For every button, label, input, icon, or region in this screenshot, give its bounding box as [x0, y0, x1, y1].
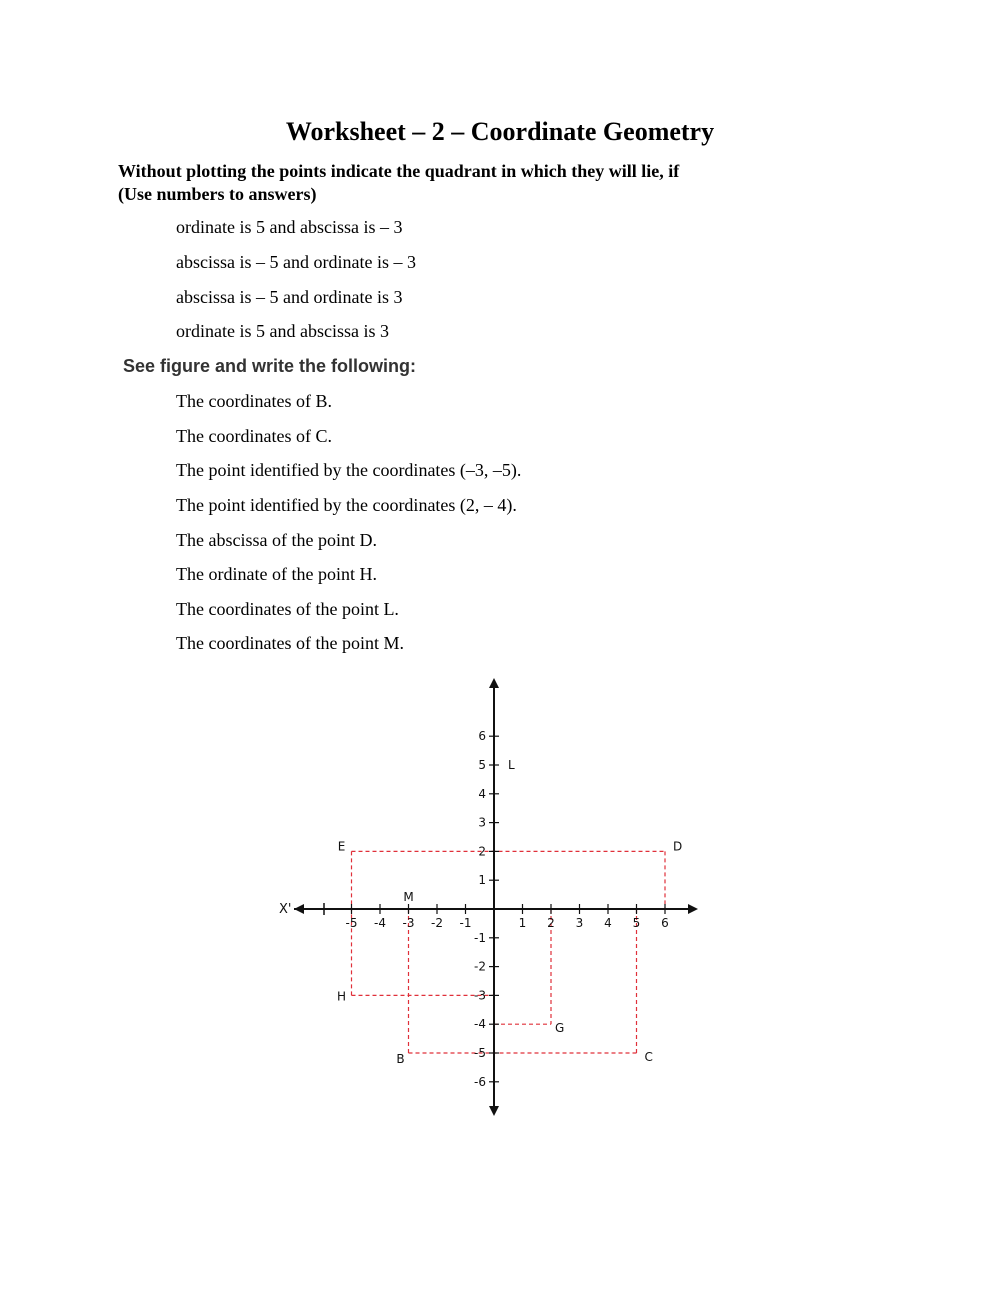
x-tick-label: 3	[575, 916, 584, 930]
point-label-b: B	[396, 1052, 405, 1066]
point-label-m: M	[403, 890, 414, 904]
y-tick-label: 6	[478, 729, 486, 744]
section-subheading: See figure and write the following:	[123, 356, 417, 376]
x-tick-label: -5	[345, 916, 358, 930]
x-tick-label: 1	[518, 916, 527, 930]
y-tick-label: -4	[474, 1017, 486, 1032]
question-text: ordinate is 5 and abscissa is 3	[176, 321, 389, 341]
question-item	[0, 252, 800, 278]
point-label-g: G	[555, 1021, 565, 1036]
x-axis-left-arrow	[294, 904, 304, 914]
question-item	[0, 599, 800, 625]
question-text: ordinate is 5 and abscissa is – 3	[176, 217, 403, 237]
instruction-line-2: (Use numbers to answers)	[118, 184, 317, 204]
question-item	[0, 287, 800, 313]
y-axis-bottom-arrow	[489, 1106, 499, 1116]
point-label-l: L	[508, 758, 515, 772]
question-text: The coordinates of the point M.	[176, 633, 404, 653]
question-item	[0, 391, 800, 417]
y-axis-top-arrow	[489, 678, 499, 688]
question-item	[0, 217, 800, 243]
x-tick-label: 4	[604, 916, 612, 930]
y-tick-label: -1	[474, 930, 486, 945]
question-item	[0, 633, 800, 659]
page-title: Worksheet – 2 – Coordinate Geometry	[285, 117, 715, 146]
instructions	[118, 160, 758, 206]
x-tick-label: 2	[547, 916, 555, 930]
x-tick-label: 6	[661, 916, 669, 930]
question-text: The point identified by the coordinates (2, – 4).	[176, 495, 517, 515]
x-tick-label: -1	[459, 916, 472, 930]
y-tick-label: 1	[478, 873, 486, 888]
x-axis-label: X'	[279, 902, 292, 917]
y-tick-label: -5	[474, 1046, 486, 1060]
y-tick-label: -6	[474, 1074, 486, 1089]
question-item	[0, 530, 800, 556]
y-tick-label: -2	[474, 959, 486, 974]
x-tick-label: -4	[374, 916, 386, 930]
question-item	[0, 564, 800, 590]
point-label-d: D	[673, 839, 683, 854]
x-axis-right-arrow	[688, 904, 698, 914]
instruction-line-1: Without plotting the points indicate the quadrant in which they will lie, if	[118, 161, 680, 181]
question-text: The ordinate of the point H.	[176, 564, 377, 584]
coordinate-graph	[270, 670, 710, 1120]
y-tick-label: 2	[478, 844, 486, 859]
y-tick-label: 3	[478, 815, 486, 830]
question-text: abscissa is – 5 and ordinate is 3	[176, 287, 403, 307]
question-text: The coordinates of B.	[176, 391, 332, 411]
question-text: The point identified by the coordinates (–3, –5).	[176, 460, 522, 480]
question-item	[0, 321, 800, 347]
question-item	[0, 495, 800, 521]
question-item	[0, 426, 800, 452]
question-text: The coordinates of the point L.	[176, 599, 399, 619]
y-tick-label: -3	[474, 988, 486, 1003]
question-text: abscissa is – 5 and ordinate is – 3	[176, 252, 416, 272]
x-tick-label: -3	[402, 916, 415, 930]
x-tick-label: 5	[632, 916, 641, 930]
x-tick-label: -2	[431, 916, 443, 930]
question-text: The abscissa of the point D.	[176, 530, 377, 550]
question-item	[0, 460, 800, 486]
question-text: The coordinates of C.	[176, 426, 332, 446]
y-tick-label: 5	[478, 758, 486, 772]
point-label-c: C	[644, 1050, 653, 1064]
y-tick-label: 4	[478, 786, 486, 801]
point-label-h: H	[336, 989, 347, 1004]
point-label-e: E	[337, 839, 346, 854]
